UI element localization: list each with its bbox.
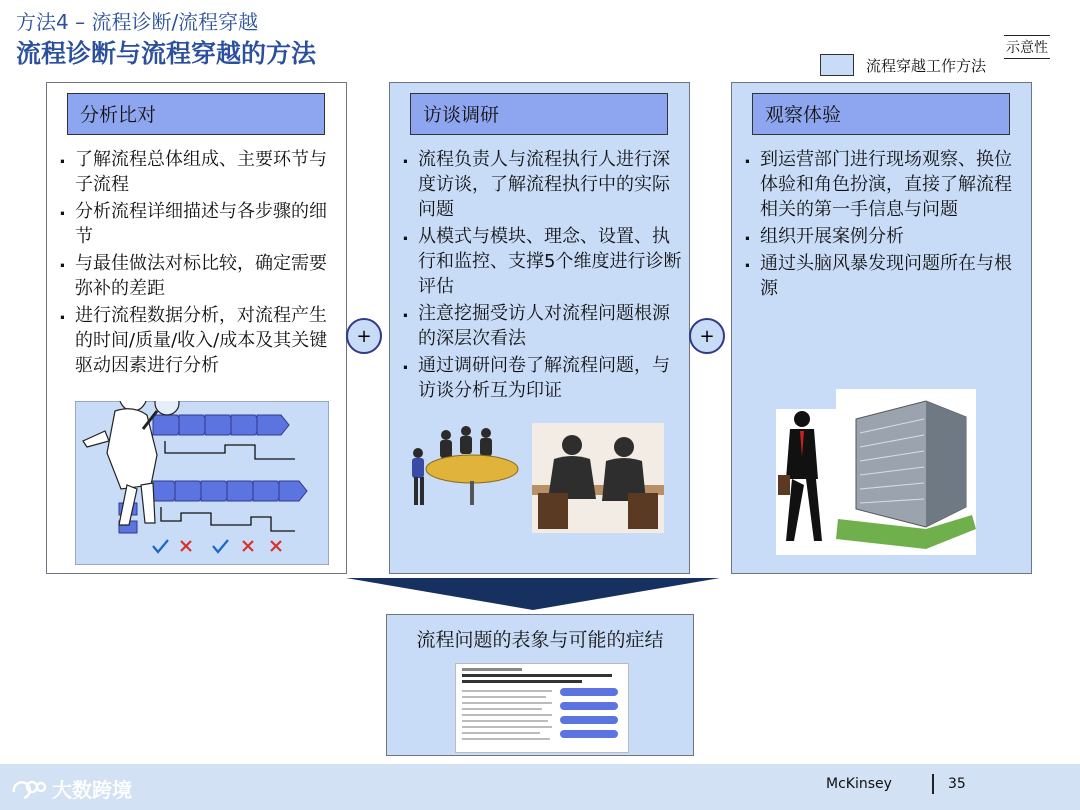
legend-label: 流程穿越工作方法 — [866, 56, 987, 75]
panel-interview-bullets — [396, 147, 685, 405]
panel-observation-bullets — [738, 147, 1027, 303]
watermark-logo-icon — [12, 778, 46, 800]
footer-separator — [932, 774, 934, 794]
panel-analysis-bullets — [53, 147, 342, 380]
conclusion-box — [386, 614, 694, 756]
bullet-item: . 到运营部门进行现场观察、换位体验和角色扮演，直接了解流程相关的第一手信息与问题 — [738, 147, 1027, 222]
panel-interview — [389, 82, 690, 574]
legend — [820, 54, 986, 76]
bullet-item: . 进行流程数据分析，对流程产生的时间/质量/收入/成本及其关键驱动因素进行分析 — [53, 303, 342, 378]
meeting-table-illustration — [406, 419, 522, 511]
plus-connector-2: + — [689, 318, 725, 354]
process-analysis-illustration — [75, 401, 329, 565]
report-thumbnail — [455, 663, 629, 753]
handshake-photo — [532, 423, 664, 533]
bullet-item: . 通过调研问卷了解流程问题，与访谈分析互为印证 — [396, 353, 685, 403]
page-number: 35 — [948, 776, 966, 792]
bullet-item: . 从模式与模块、理念、设置、执行和监控、支撑5个维度进行诊断评估 — [396, 224, 685, 299]
bullet-item: . 注意挖掘受访人对流程问题根源的深层次看法 — [396, 301, 685, 351]
watermark-text: 大数跨境 — [52, 778, 132, 802]
panel-observation-header: 观察体验 — [752, 93, 1010, 135]
footer-bar — [0, 764, 1080, 810]
down-arrow — [346, 578, 720, 610]
panel-observation — [731, 82, 1032, 574]
bullet-item: . 分析流程详细描述与各步骤的细节 — [53, 199, 342, 249]
panel-interview-header: 访谈调研 — [410, 93, 668, 135]
bullet-item: . 组织开展案例分析 — [738, 224, 1027, 249]
panel-analysis — [46, 82, 347, 574]
slide-subtitle: 方法4 – 流程诊断/流程穿越 — [16, 10, 259, 34]
illustrative-note: 示意性 — [1004, 35, 1050, 59]
watermark — [12, 774, 132, 803]
businessman-building-illustration — [776, 389, 976, 555]
conclusion-title: 流程问题的表象与可能的症结 — [416, 629, 664, 651]
bullet-item: . 了解流程总体组成、主要环节与子流程 — [53, 147, 342, 197]
panel-analysis-header: 分析比对 — [67, 93, 325, 135]
brand-label: McKinsey — [826, 776, 892, 792]
bullet-item: . 通过头脑风暴发现问题所在与根源 — [738, 251, 1027, 301]
bullet-item: . 与最佳做法对标比较，确定需要弥补的差距 — [53, 251, 342, 301]
legend-swatch — [820, 54, 854, 76]
bullet-item: . 流程负责人与流程执行人进行深度访谈，了解流程执行中的实际问题 — [396, 147, 685, 222]
plus-connector-1: + — [346, 318, 382, 354]
slide-title: 流程诊断与流程穿越的方法 — [16, 39, 317, 68]
